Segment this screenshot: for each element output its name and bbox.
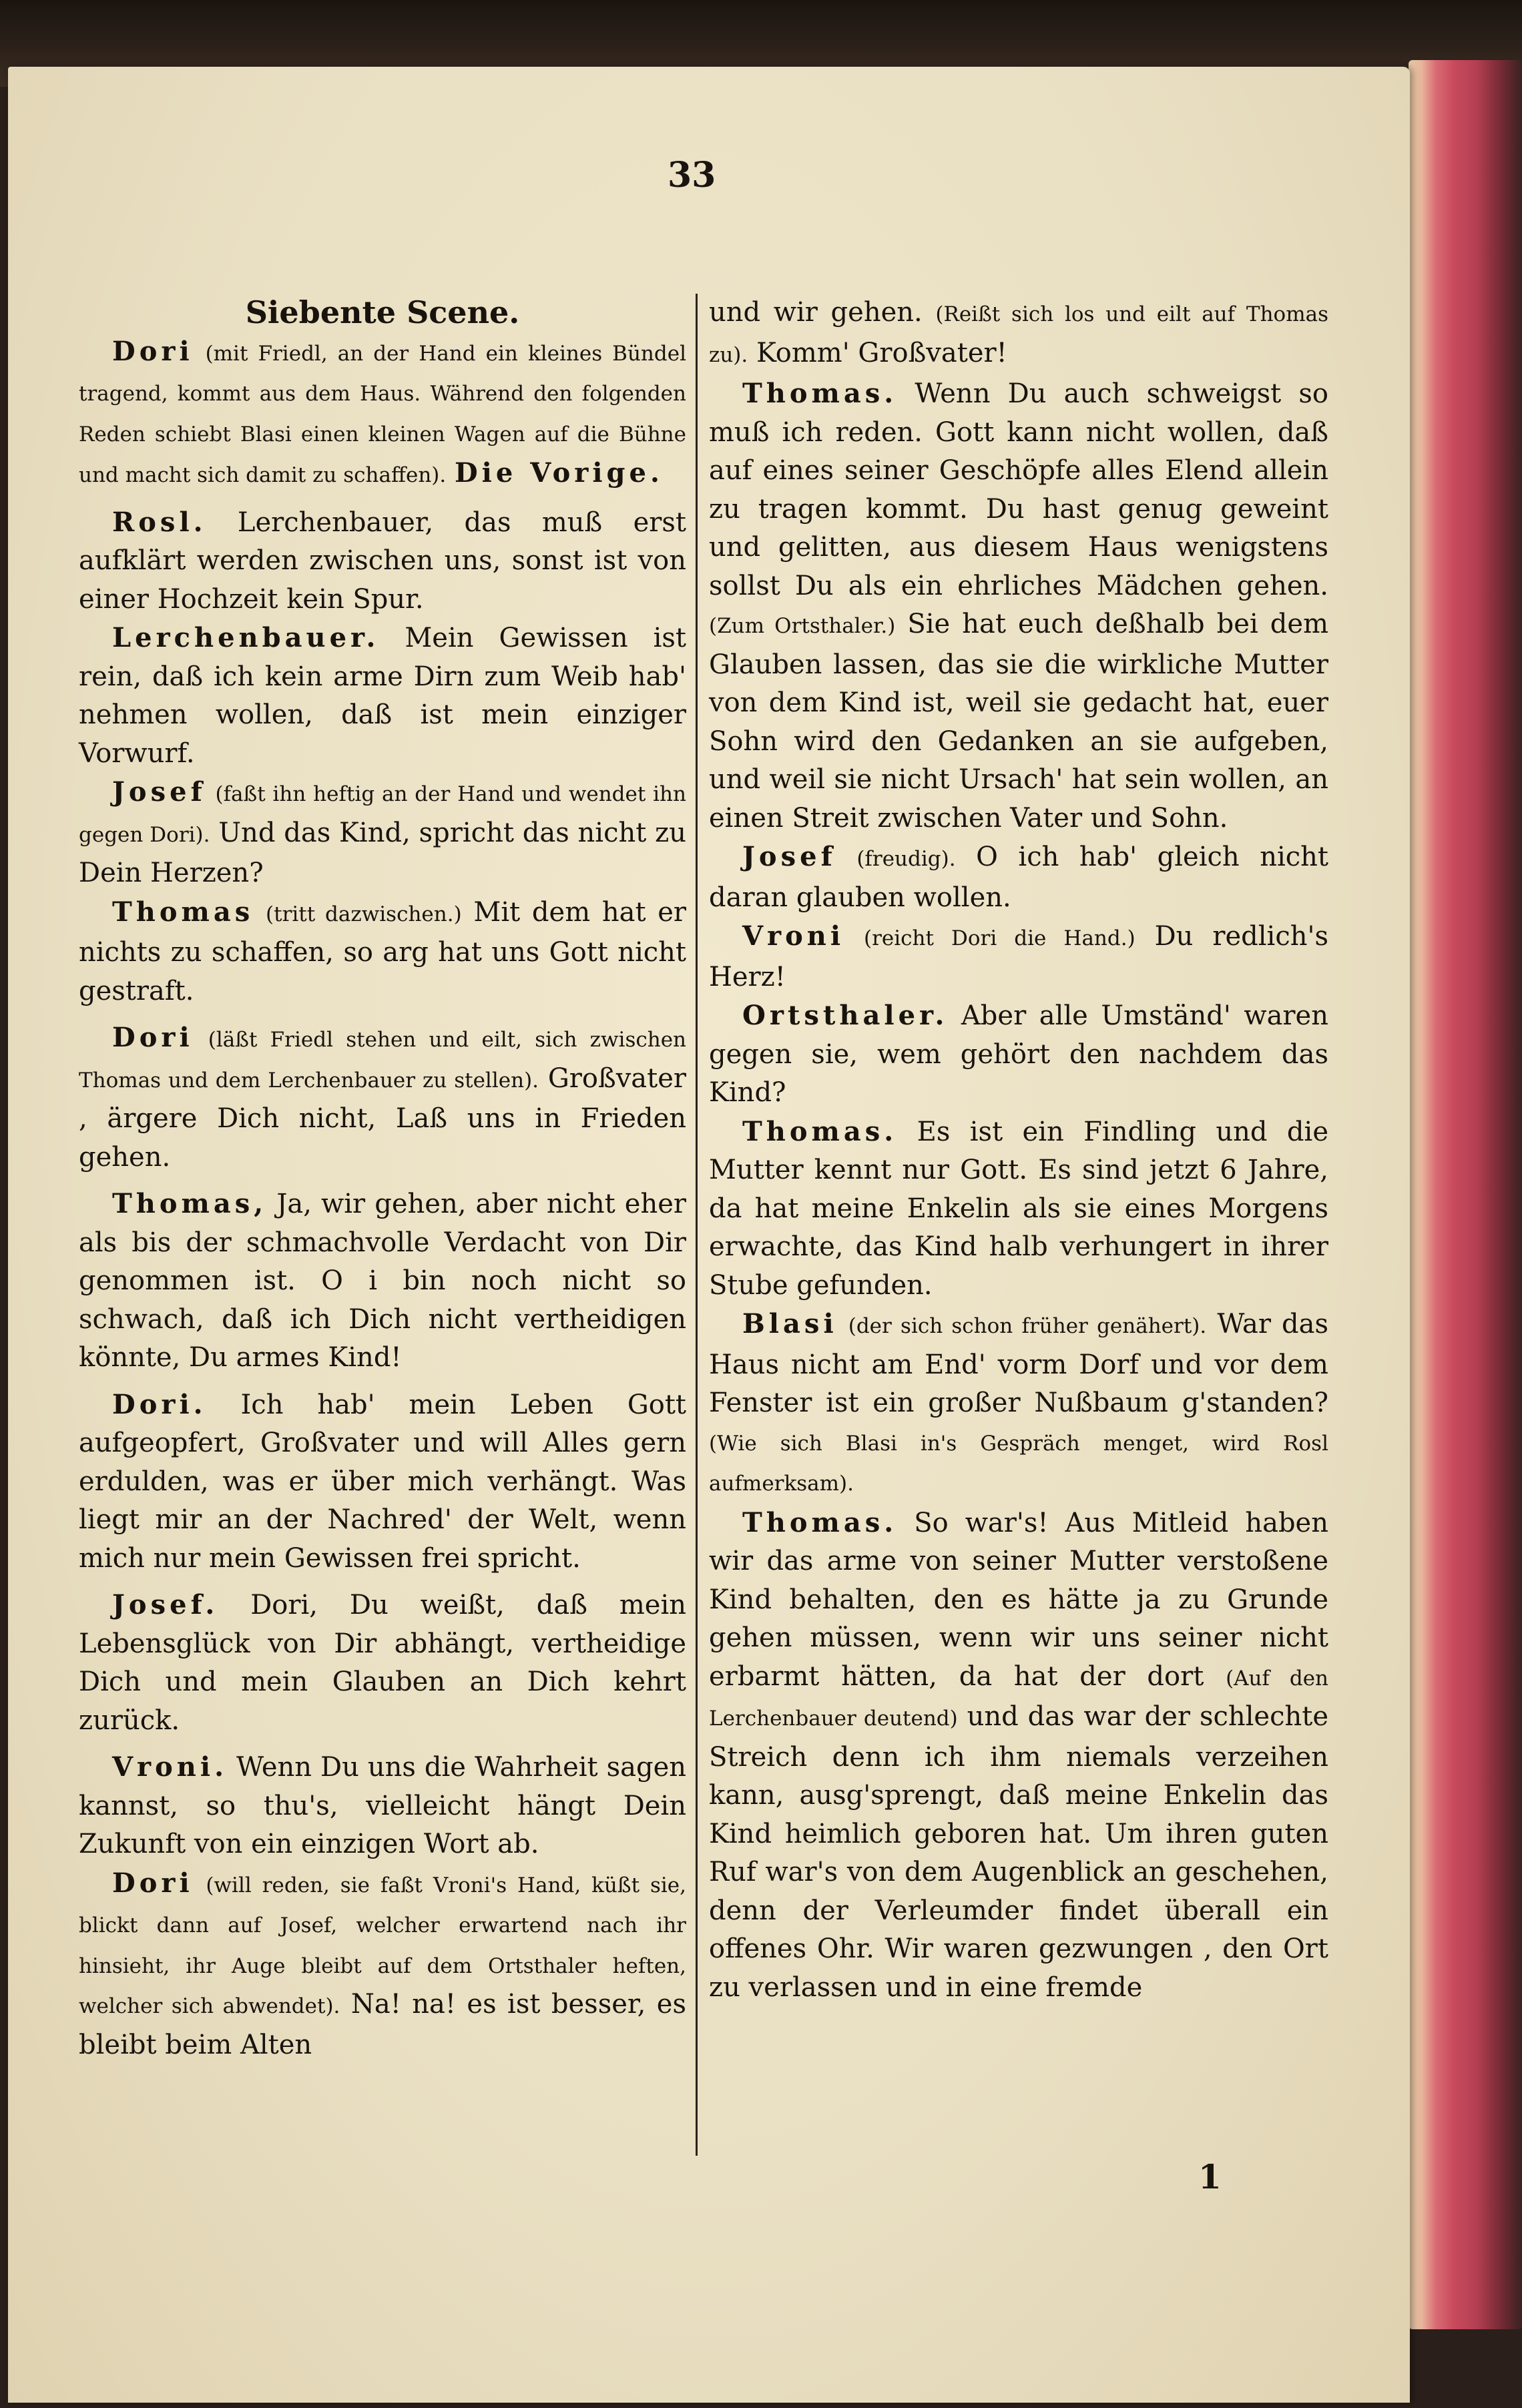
scene-heading: Siebente Scene. bbox=[245, 294, 520, 330]
stage-direction: (faßt ihn heftig an der Hand und wendet ihn gegen Dori). bbox=[79, 782, 686, 847]
speaker-name: Vroni. bbox=[112, 1751, 228, 1783]
column-divider bbox=[696, 294, 698, 2156]
stage-direction: (Zum Ortsthaler.) bbox=[709, 614, 896, 638]
speaker-name: Thomas. bbox=[742, 1115, 898, 1147]
dialogue-text: Du redlich's Herz! bbox=[709, 921, 1329, 992]
dialogue-text: So war's! Aus Mitleid haben wir das arme von seiner Mutter verstoßene Kind behalten, den es hätte ja zu Grunde gehen müssen, wenn wir uns seiner nicht erbarmt hätten, da hat der dort bbox=[709, 1507, 1328, 1692]
stage-direction: (reicht Dori die Hand.) bbox=[863, 926, 1135, 950]
dialogue-text: Wenn Du auch schweigst so muß ich reden. Gott kann nicht wollen, daß auf eines seiner Geschöpfe alles Elend allein zu tragen kommt. Du hast genug geweint und gelitten, aus diesem Haus wenigstens sollst Du als ein ehrliches Mädchen gehen. bbox=[709, 378, 1328, 601]
dialogue-block bbox=[709, 1113, 1328, 1305]
dialogue-text: Großvater , ärgere Dich nicht, Laß uns in Frieden gehen. bbox=[79, 1063, 687, 1173]
dialogue-text: O ich hab' gleich nicht daran glauben wollen. bbox=[709, 842, 1328, 913]
speaker-name: Dori. bbox=[112, 1388, 207, 1420]
dialogue-text: und das war der schlechte Streich denn ich ihm niemals verzeihen kann, ausg'sprengt, daß meine Enkelin das Kind heimlich geboren hat. Um ihren guten Ruf war's von dem Augenblick an geschehen, denn der Verleumder findet überall ein offenes Ohr. Wir waren gezwungen , den Ort zu verlassen und in eine fremde bbox=[709, 1701, 1329, 2003]
dialogue-block bbox=[79, 1748, 686, 1864]
dialogue-block bbox=[709, 1504, 1328, 2008]
stage-direction: (Reißt sich los und eilt auf Thomas zu). bbox=[709, 302, 1328, 367]
stage-direction: (tritt dazwischen.) bbox=[266, 902, 462, 926]
dialogue-text: Sie hat euch deßhalb bei dem Glauben lassen, das sie die wirkliche Mutter von dem Kind ist, weil sie gedacht hat, euer Sohn wird den Gedanken an sie aufgeben, und weil sie nicht Ursach' hat sein wollen, an einen Streit zwischen Vater und Sohn. bbox=[709, 609, 1328, 834]
dialogue-text: Ich hab' mein Leben Gott aufgeopfert, Großvater und will Alles gern erdulden, was er über mich verhängt. Was liegt mir an der Nachred' der Welt, wenn mich nur mein Gewissen frei spricht. bbox=[79, 1389, 686, 1574]
dialogue-block bbox=[79, 773, 686, 893]
right-column bbox=[709, 294, 1328, 2007]
stage-direction: (der sich schon früher genähert). bbox=[848, 1314, 1207, 1338]
speaker-name: Thomas bbox=[112, 896, 254, 928]
dialogue-text: Die Vorige. bbox=[454, 457, 664, 489]
speaker-name: Vroni bbox=[742, 920, 845, 952]
dialogue-block bbox=[79, 619, 686, 773]
dialogue-text: Mit dem hat er nichts zu schaffen, so arg hat uns Gott nicht gestraft. bbox=[79, 896, 687, 1006]
dialogue-text: Und das Kind, spricht das nicht zu Dein Herzen? bbox=[79, 817, 686, 888]
dialogue-text: Es ist ein Findling und die Mutter kennt nur Gott. Es sind jetzt 6 Jahre, da hat meine Enkelin als sie eines Morgens erwachte, das Kind halb verhungert in ihrer Stube gefunden. bbox=[709, 1116, 1328, 1301]
speaker-name: Josef bbox=[112, 776, 206, 808]
dialogue-text: Wenn Du uns die Wahrheit sagen kannst, so thu's, vielleicht hängt Dein Zukunft von ein einzigen Wort ab. bbox=[79, 1752, 687, 1859]
speaker-name: Thomas. bbox=[742, 1506, 898, 1538]
dialogue-block bbox=[79, 1386, 686, 1578]
dialogue-continuation bbox=[709, 294, 1328, 374]
stage-direction: (mit Friedl, an der Hand ein kleines Bündel tragend, kommt aus dem Haus. Während den folgenden Reden schiebt Blasi einen kleinen Wagen auf die Bühne und macht sich damit zu schaffen). bbox=[79, 341, 687, 487]
stage-direction: (läßt Friedl stehen und eilt, sich zwischen Thomas und dem Lerchenbauer zu stellen). bbox=[79, 1028, 687, 1093]
dialogue-text: Ja, wir gehen, aber nicht eher als bis der schmachvolle Verdacht von Dir genommen ist. O i bin noch nicht so schwach, daß ich Dich nicht vertheidigen könnte, Du armes Kind! bbox=[79, 1189, 687, 1373]
stage-direction: (will reden, sie faßt Vroni's Hand, küßt sie, blickt dann auf Josef, welcher erwartend nach ihr hinsieht, ihr Auge bleibt auf dem Ortsthaler heften, welcher sich abwendet). bbox=[79, 1873, 686, 2018]
speaker-name: Dori bbox=[112, 335, 194, 367]
speaker-name: Rosl. bbox=[112, 506, 207, 538]
speaker-name: Thomas. bbox=[742, 378, 898, 409]
dialogue-block bbox=[79, 1586, 686, 1740]
speaker-name: Lerchenbauer. bbox=[112, 622, 380, 653]
speaker-name: Thomas, bbox=[112, 1188, 268, 1219]
dialogue-text: War das Haus nicht am End' vorm Dorf und vor dem Fenster ist ein großer Nußbaum g'standen? bbox=[709, 1309, 1328, 1418]
speaker-name: Josef. bbox=[112, 1589, 219, 1620]
dialogue-block bbox=[79, 503, 686, 619]
speaker-name: Blasi bbox=[742, 1308, 838, 1339]
dialogue-text: Aber alle Umständ' waren gegen sie, wem gehört den nachdem das Kind? bbox=[709, 1000, 1328, 1108]
signature-mark: 1 bbox=[1198, 2157, 1222, 2196]
stage-direction: (Auf den Lerchenbauer deutend) bbox=[709, 1666, 1329, 1731]
stage-direction: (Wie sich Blasi in's Gespräch menget, wird Rosl aufmerksam). bbox=[709, 1431, 1328, 1496]
page-number: 33 bbox=[668, 155, 716, 196]
page-edges bbox=[1409, 60, 1522, 2329]
dialogue-block bbox=[709, 374, 1328, 838]
dialogue-block bbox=[709, 838, 1328, 917]
dialogue-block bbox=[79, 893, 686, 1011]
dialogue-text: Na! na! es ist besser, es bleibt beim Alten bbox=[79, 1989, 687, 2060]
speaker-name: Josef bbox=[742, 841, 836, 872]
dialogue-block bbox=[709, 996, 1328, 1113]
dialogue-text: Komm' Großvater! bbox=[756, 337, 1007, 368]
dialogue-block bbox=[79, 332, 686, 495]
dialogue-block bbox=[79, 1185, 686, 1378]
dialogue-block bbox=[709, 1305, 1328, 1504]
stage-direction: (freudig). bbox=[856, 847, 956, 871]
speaker-name: Ortsthaler. bbox=[742, 1000, 949, 1031]
dialogue-text: und wir gehen. bbox=[709, 297, 923, 328]
left-column bbox=[79, 294, 686, 2064]
dialogue-block bbox=[709, 917, 1328, 996]
dialogue-block bbox=[79, 1864, 686, 2065]
speaker-name: Dori bbox=[112, 1867, 194, 1899]
dialogue-text: Mein Gewissen ist rein, daß ich kein arme Dirn zum Weib hab' nehmen wollen, daß ist mein einziger Vorwurf. bbox=[79, 623, 686, 769]
dialogue-text: Lerchenbauer, das muß erst aufklärt werden zwischen uns, sonst ist von einer Hochzeit kein Spur. bbox=[79, 507, 686, 615]
dialogue-block bbox=[79, 1018, 686, 1177]
dialogue-text: Dori, Du weißt, daß mein Lebensglück von Dir abhängt, vertheidige Dich und mein Glauben an Dich kehrt zurück. bbox=[79, 1590, 687, 1736]
speaker-name: Dori bbox=[112, 1022, 194, 1053]
